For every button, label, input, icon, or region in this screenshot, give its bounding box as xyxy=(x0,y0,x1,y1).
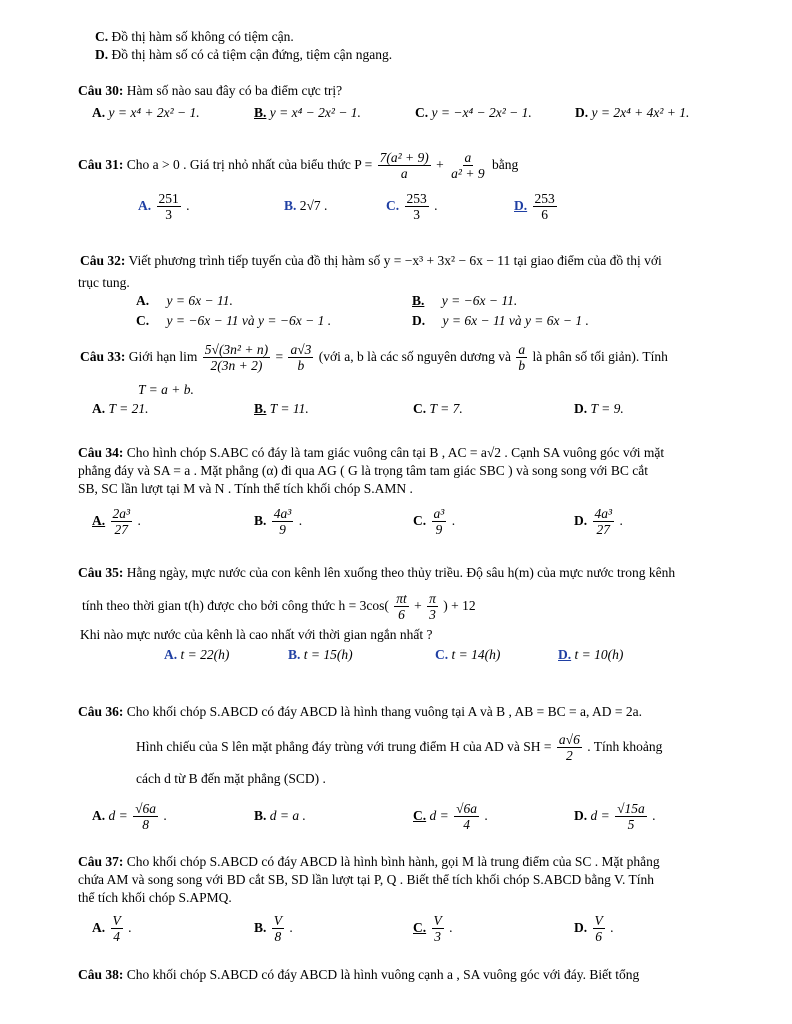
q32-option-c: C. y = −6x − 11 và y = −6x − 1 . xyxy=(136,313,332,328)
q36-option-a: A. d = $\frac{√6a}{8}$ . xyxy=(92,801,167,833)
q35-question: Câu 35: Hằng ngày, mực nước của con kênh lên xuống theo thủy triều. Độ sâu h(m) của mực nước trong kênh xyxy=(78,565,676,580)
q30-option-c: C. y = −x⁴ − 2x² − 1. xyxy=(415,105,532,120)
q34-option-b: B. $\frac{\text{4a³}}{9}$ . xyxy=(254,506,303,538)
q35-option-b: B. t = 15(h) xyxy=(288,647,353,662)
q35-option-c: C. t = 14(h) xyxy=(435,647,501,662)
q34-option-d: D. $\frac{\text{4a³}}{27}$ . xyxy=(574,506,623,538)
q34-option-c: C. $\frac{\text{a³}}{9}$ . xyxy=(413,506,456,538)
q33-result-fraction: $\frac{a√3}{b}$ xyxy=(290,342,312,374)
q36-option-d: D. d = $\frac{√15a}{5}$ . xyxy=(574,801,656,833)
q33-limit-fraction: $\frac{\text{5√(3n² + n)}}{2(3n + 2)}$ xyxy=(204,342,269,374)
q32-question: Câu 32: Viết phương trình tiếp tuyến của đồ thị hàm số y = −x³ + 3x² − 6x − 11 tại giao điểm của đồ thị với xyxy=(80,253,662,268)
q34-question-cont-2: SB, SC lần lượt tại M và N . Tính thể tích khối chóp S.AMN . xyxy=(78,481,413,496)
q31-option-a: A. $\frac{251}{3}$ . xyxy=(138,191,190,223)
q31-option-d: D. $\frac{253}{6}$ xyxy=(514,191,555,223)
q36-option-c: C. d = $\frac{√6a}{4}$ . xyxy=(413,801,488,833)
q30-option-d: D. y = 2x⁴ + 4x² + 1. xyxy=(575,105,690,120)
q29-option-c: C. Đồ thị hàm số không có tiệm cận. xyxy=(95,29,294,44)
q29-option-d: D. Đồ thị hàm số có cả tiệm cận đứng, tiệm cận ngang. xyxy=(95,47,393,62)
q30-option-b: B. y = x⁴ − 2x² − 1. xyxy=(254,105,361,120)
q37-question: Câu 37: Cho khối chóp S.ABCD có đáy ABCD là hình bình hành, gọi M là trung điểm của SC . Mặt phẳng xyxy=(78,854,660,869)
q33-option-b: B. T = 11. xyxy=(254,401,309,416)
q33-option-d: D. T = 9. xyxy=(574,401,624,416)
q35-option-a: A. t = 22(h) xyxy=(164,647,230,662)
q37-option-b: B. $\frac{V}{8}$ . xyxy=(254,913,293,945)
q35-option-d: D. t = 10(h) xyxy=(558,647,624,662)
q37-option-c: C. $\frac{V}{3}$ . xyxy=(413,913,453,945)
q36-question-cont-2: cách d từ B đến mặt phẳng (SCD) . xyxy=(136,771,326,786)
q31-option-b: B. 2√7 . xyxy=(284,198,328,213)
q37-question-cont-1: chứa AM và song song với BD cắt SB, SD lần lượt tại P, Q . Biết thể tích khối chóp S.ABCD bằng V. Tính xyxy=(78,872,655,887)
q31-option-c: C. $\frac{253}{3}$ . xyxy=(386,191,438,223)
q32-option-b: B. y = −6x − 11. xyxy=(412,293,518,308)
q34-option-a: A. $\frac{\text{2a³}}{27}$ . xyxy=(92,506,141,538)
q33-option-c: C. T = 7. xyxy=(413,401,463,416)
q38-question: Câu 38: Cho khối chóp S.ABCD có đáy ABCD là hình vuông cạnh a , SA vuông góc với đáy. Biết tổng xyxy=(78,967,640,982)
q30-question: Câu 30: Hàm số nào sau đây có ba điểm cực trị? xyxy=(78,83,343,98)
q37-option-a: A. $\frac{V}{4}$ . xyxy=(92,913,132,945)
q31-fraction-1: $\frac{\text{7(a² + 9)}}{a}$ xyxy=(379,150,429,182)
q32-option-d: D. y = 6x − 11 và y = 6x − 1 . xyxy=(412,313,589,328)
q32-option-a: A. y = 6x − 11. xyxy=(136,293,233,308)
q36-option-b: B. d = a . xyxy=(254,808,306,823)
q37-option-d: D. $\frac{V}{6}$ . xyxy=(574,913,614,945)
q37-question-cont-2: thể tích khối chóp S.APMQ. xyxy=(78,890,232,905)
q36-question-cont-1: Hình chiếu của S lên mặt phẳng đáy trùng với trung điểm H của AD và SH = $\frac{a√6}{2}$ . Tính khoảng xyxy=(136,732,663,764)
q32-question-cont: trục tung. xyxy=(78,275,130,290)
q33-question-cont: T = a + b. xyxy=(138,382,194,397)
q31-question: Câu 31: Cho a > 0 . Giá trị nhỏ nhất của biểu thức P = $\frac{\text{7(a² + 9)}}{a}$ + $\frac{a}{\text{a² + 9}}$ bằng xyxy=(78,150,519,182)
q35-question-cont: Khi nào mực nước của kênh là cao nhất với thời gian ngắn nhất ? xyxy=(80,627,433,642)
q35-formula-line: tính theo thời gian t(h) được cho bởi công thức h = 3cos( $\frac{\pi t}{6}$ + $\frac{\pi}{3}$ ) + 12 xyxy=(82,591,476,623)
q33-option-a: A. T = 21. xyxy=(92,401,149,416)
q33-question: Câu 33: Giới hạn lim $\frac{\text{5√(3n² + n)}}{2(3n + 2)}$ = $\frac{a√3}{b}$ (với a, b là các số nguyên dương và $\frac{a}{b}$ là phân số tối giản). Tính xyxy=(80,342,668,374)
q34-question-cont-1: phẳng đáy và SA = a . Mặt phẳng (α) đi qua AG ( G là trọng tâm tam giác SBC ) và song song với BC cắt xyxy=(78,463,648,478)
q30-option-a: A. y = x⁴ + 2x² − 1. xyxy=(92,105,200,120)
q34-question: Câu 34: Cho hình chóp S.ABC có đáy là tam giác vuông cân tại B , AC = a√2 . Cạnh SA vuông góc với mặt xyxy=(78,445,665,460)
q31-fraction-2: $\frac{a}{\text{a² + 9}}$ xyxy=(451,150,485,182)
q36-question: Câu 36: Cho khối chóp S.ABCD có đáy ABCD là hình thang vuông tại A và B , AB = BC = a, AD = 2a. xyxy=(78,704,642,719)
